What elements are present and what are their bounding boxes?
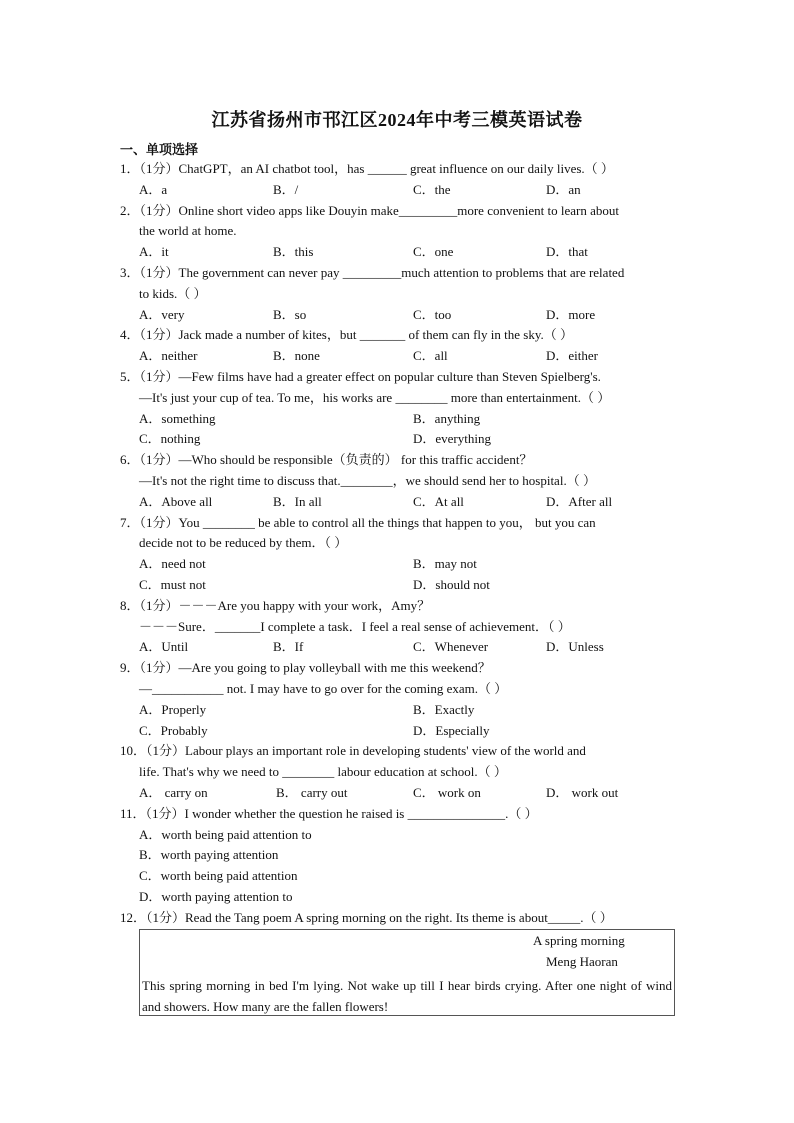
question-4-line-1: 4．（1分）Jack made a number of kites，but _______ of them can fly in the sky.（ ） [120,327,573,342]
question-10-option-c: C． work on [413,785,481,800]
question-10-option-b: B． carry out [276,785,348,800]
question-6-option-b: B．In all [273,494,322,509]
question-11-option-d: D．worth paying attention to [139,889,293,904]
question-11-option-a: A．worth being paid attention to [139,827,312,842]
question-11-option-b: B．worth paying attention [139,847,279,862]
poem-text: This spring morning in bed I'm lying. Not wake up till I hear birds crying. After one night of wind and showers. How many are the fallen flowers! [142,978,672,1014]
question-7-option-c: C．must not [139,577,206,592]
poem-author: Meng Haoran [546,954,618,969]
question-5-option-a: A．something [139,411,216,426]
question-9-line-2: —___________ not. I may have to go over for the coming exam.（ ） [139,681,508,696]
question-8-line-2: －－－Sure．_______I complete a task．I feel a real sense of achievement．（ ） [139,619,571,634]
question-3-option-b: B．so [273,307,307,322]
question-7-line-2: decide not to be reduced by them．（ ） [139,535,348,550]
question-5-option-b: B．anything [413,411,481,426]
question-3-option-a: A．very [139,307,185,322]
question-1-option-a: A．a [139,182,168,197]
question-6-line-1: 6．（1分）—Who should be responsible（负责的） for this traffic accident？ [120,452,533,467]
question-8-option-a: A．Until [139,639,189,654]
question-7-option-d: D．should not [413,577,490,592]
question-6-option-d: D．After all [546,494,613,509]
question-4-option-d: D．either [546,348,598,363]
poem-box [139,929,675,1016]
question-11-line-1: 11．（1分）I wonder whether the question he raised is _______________.（ ） [120,806,538,821]
question-6-line-2: —It's not the right time to discuss that.________，we should send her to hospital.（ ） [139,473,596,488]
question-1-option-c: C．the [413,182,451,197]
question-3-option-d: D．more [546,307,596,322]
question-5-line-2: —It's just your cup of tea. To me，his works are ________ more than entertainment.（ ） [139,390,611,405]
question-8-option-b: B．If [273,639,304,654]
question-2-option-c: C．one [413,244,454,259]
question-1-line-1: 1．（1分）ChatGPT，an AI chatbot tool，has ______ great influence on our daily lives.（ ） [120,161,614,176]
question-4-option-b: B．none [273,348,320,363]
question-7-option-a: A．need not [139,556,206,571]
question-9-option-a: A．Properly [139,702,207,717]
question-2-option-b: B．this [273,244,314,259]
question-2-line-2: the world at home. [139,223,237,238]
question-12-line-1: 12．（1分）Read the Tang poem A spring morning on the right. Its theme is about_____.（ ） [120,910,613,925]
question-5-option-d: D．everything [413,431,491,446]
question-1-option-b: B．/ [273,182,299,197]
question-10-option-d: D． work out [546,785,619,800]
question-9-option-b: B．Exactly [413,702,475,717]
question-3-option-c: C．too [413,307,452,322]
question-2-line-1: 2．（1分）Online short video apps like Douyin make_________more convenient to learn about [120,203,619,218]
question-11-option-c: C．worth being paid attention [139,868,298,883]
question-4-option-a: A．neither [139,348,198,363]
question-2-option-d: D．that [546,244,588,259]
question-3-line-1: 3．（1分）The government can never pay _________much attention to problems that are related [120,265,625,280]
question-6-option-c: C．At all [413,494,464,509]
question-7-line-1: 7．（1分）You ________ be able to control all the things that happen to you， but you can [120,515,596,530]
question-9-line-1: 9．（1分）—Are you going to play volleyball with me this weekend？ [120,660,491,675]
question-8-line-1: 8．（1分）－－－Are you happy with your work，Amy？ [120,598,431,613]
question-9-option-d: D．Especially [413,723,490,738]
question-1-option-d: D．an [546,182,581,197]
question-2-option-a: A．it [139,244,169,259]
question-10-line-1: 10．（1分）Labour plays an important role in developing students' view of the world and [120,743,586,758]
poem-title: A spring morning [533,933,625,948]
question-8-option-c: C．Whenever [413,639,489,654]
question-6-option-a: A．Above all [139,494,213,509]
question-3-line-2: to kids.（ ） [139,286,207,301]
question-8-option-d: D．Unless [546,639,604,654]
question-10-line-2: life. That's why we need to ________ labour education at school.（ ） [139,764,507,779]
question-7-option-b: B．may not [413,556,477,571]
question-9-option-c: C．Probably [139,723,208,738]
question-5-line-1: 5．（1分）—Few films have had a greater effect on popular culture than Steven Spielberg's. [120,369,601,384]
section-heading: 一、单项选择 [120,142,199,157]
page-title: 江苏省扬州市邗江区2024年中考三模英语试卷 [211,110,583,130]
question-5-option-c: C．nothing [139,431,201,446]
question-4-option-c: C．all [413,348,448,363]
question-10-option-a: A． carry on [139,785,208,800]
